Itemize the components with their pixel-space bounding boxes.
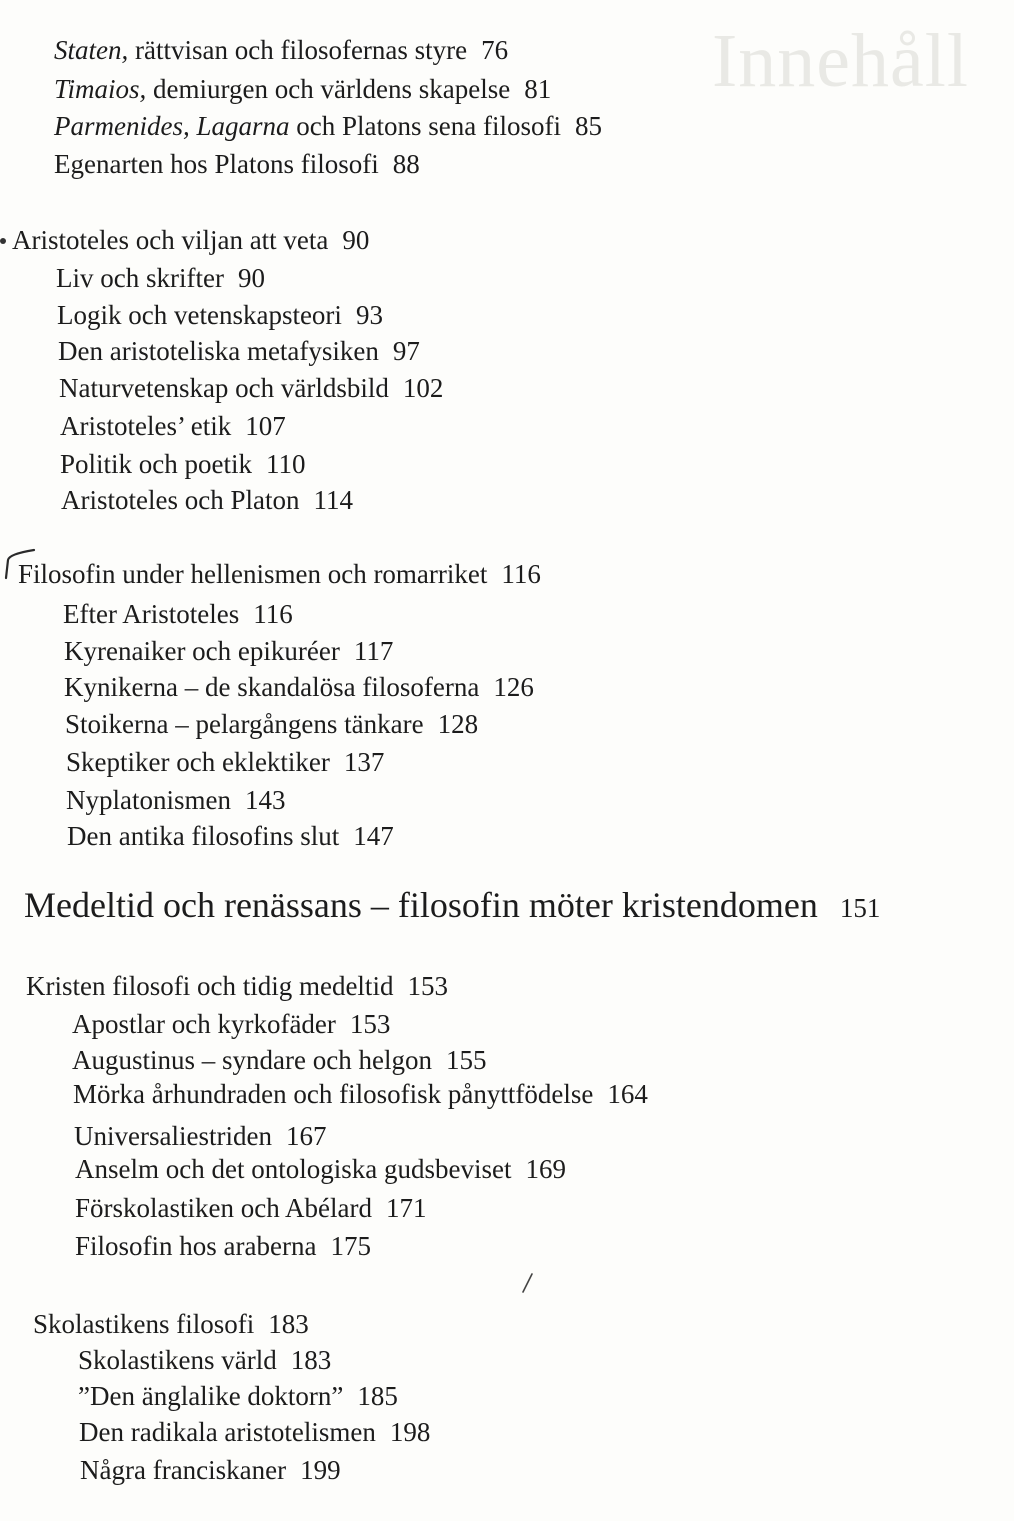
- entry-title: Politik och poetik: [60, 449, 252, 479]
- entry-title: Anselm och det ontologiska gudsbeviset: [75, 1154, 512, 1184]
- entry-title: Liv och skrifter: [56, 263, 224, 293]
- entry-page: 153: [349, 1009, 391, 1039]
- chapter-page: 153: [407, 971, 448, 1001]
- entry-page: 117: [353, 636, 394, 666]
- entry-page: 97: [392, 336, 420, 366]
- pencil-tick-mark: [520, 1272, 534, 1294]
- toc-chapter: [18, 558, 541, 590]
- entry-title: Apostlar och kyrkofäder: [72, 1009, 336, 1039]
- entry-page: 167: [285, 1121, 327, 1151]
- entry-title-italic: Timaios,: [54, 74, 147, 104]
- entry-title: Den aristoteliska metafysiken: [58, 336, 379, 366]
- toc-entry: [74, 1120, 326, 1152]
- entry-page: 183: [290, 1345, 332, 1375]
- entry-title: Naturvetenskap och världsbild: [59, 373, 389, 403]
- entry-page: 169: [525, 1154, 566, 1184]
- toc-entry: [78, 1344, 331, 1376]
- chapter-page: 90: [342, 225, 370, 255]
- entry-title: Den antika filosofins slut: [67, 821, 340, 851]
- chapter-title: Filosofin under hellenismen och romarriket: [18, 559, 488, 589]
- toc-entry: [63, 598, 293, 630]
- entry-page: 114: [313, 485, 353, 515]
- part-title: Medeltid och renässans – filosofin möter kristendomen: [24, 885, 818, 925]
- toc-entry: [73, 1078, 648, 1110]
- entry-page: 143: [244, 785, 286, 815]
- toc-entry: [61, 484, 353, 516]
- entry-page: 164: [607, 1079, 648, 1109]
- entry-page: 147: [353, 821, 394, 851]
- entry-page: 175: [330, 1231, 371, 1261]
- entry-page: 88: [392, 149, 420, 179]
- entry-title: demiurgen och världens skapelse: [146, 74, 511, 104]
- entry-page: 185: [357, 1381, 398, 1411]
- toc-entry: [66, 784, 285, 816]
- entry-page: 102: [402, 373, 444, 403]
- entry-page: 76: [481, 35, 509, 65]
- entry-page: 155: [445, 1045, 487, 1075]
- entry-page: 128: [437, 709, 479, 739]
- toc-chapter: [33, 1308, 309, 1340]
- chapter-page: 116: [501, 559, 541, 589]
- toc-entry: [75, 1230, 371, 1262]
- chapter-title: Kristen filosofi och tidig medeltid: [26, 971, 394, 1001]
- entry-title: Den radikala aristotelismen: [79, 1417, 376, 1447]
- entry-page: 110: [266, 449, 306, 479]
- toc-entry: [56, 262, 265, 294]
- toc-entry: [64, 635, 393, 667]
- entry-page: 199: [300, 1455, 341, 1485]
- toc-part-heading: [24, 884, 880, 929]
- entry-page: 90: [237, 263, 265, 293]
- entry-title: Nyplatonismen: [66, 785, 231, 815]
- toc-entry: [80, 1454, 341, 1486]
- entry-title: Skolastikens värld: [78, 1345, 277, 1375]
- entry-title: Logik och vetenskapsteori: [57, 300, 342, 330]
- entry-page: 93: [355, 300, 383, 330]
- entry-page: 81: [524, 74, 552, 104]
- entry-title-italic: Staten,: [54, 35, 129, 65]
- toc-entry: [75, 1192, 426, 1224]
- part-page: 151: [839, 893, 881, 923]
- entry-title: Filosofin hos araberna: [75, 1231, 317, 1261]
- entry-title: och Platons sena filosofi: [289, 111, 561, 141]
- toc-entry: [75, 1153, 566, 1185]
- entry-title: Kyrenaiker och epikuréer: [64, 636, 340, 666]
- entry-title: Mörka århundraden och filosofisk pånyttfödelse: [73, 1079, 594, 1109]
- entry-title: rättvisan och filosofernas styre: [128, 35, 468, 65]
- entry-page: 126: [493, 672, 534, 702]
- toc-entry: [60, 448, 306, 480]
- entry-title: Egenarten hos Platons filosofi: [54, 149, 379, 179]
- toc-entry: [54, 148, 420, 180]
- entry-title: Universaliestriden: [74, 1121, 272, 1151]
- margin-bullet-mark: [0, 238, 6, 244]
- entry-title-italic: Parmenides, Lagarna: [54, 111, 290, 141]
- chapter-title: Aristoteles och viljan att veta: [12, 225, 329, 255]
- toc-entry: [64, 671, 534, 703]
- bleed-through-heading: Innehåll: [712, 19, 970, 103]
- entry-title: Stoikerna – pelargångens tänkare: [65, 709, 424, 739]
- entry-page: 198: [389, 1417, 431, 1447]
- entry-title: Aristoteles och Platon: [61, 485, 300, 515]
- entry-page: 85: [574, 111, 602, 141]
- entry-title: ”Den änglalike doktorn”: [78, 1381, 344, 1411]
- entry-title: Augustinus – syndare och helgon: [72, 1045, 432, 1075]
- toc-entry: [67, 820, 394, 852]
- toc-entry: [65, 708, 478, 740]
- toc-chapter: [26, 970, 448, 1002]
- toc-entry: [54, 73, 551, 105]
- toc-entry: [57, 299, 383, 331]
- entry-page: 171: [385, 1193, 427, 1223]
- toc-entry: [66, 746, 384, 778]
- entry-title: Skeptiker och eklektiker: [66, 747, 330, 777]
- toc-entry: [72, 1044, 486, 1076]
- entry-title: Några franciskaner: [80, 1455, 287, 1485]
- toc-entry: [54, 110, 602, 142]
- toc-entry: [78, 1380, 398, 1412]
- toc-entry: [59, 372, 443, 404]
- entry-title: Aristoteles’ etik: [60, 411, 232, 441]
- chapter-page: 183: [268, 1309, 309, 1339]
- entry-page: 116: [253, 599, 293, 629]
- entry-title: Kynikerna – de skandalösa filosoferna: [64, 672, 480, 702]
- toc-entry: [54, 34, 508, 66]
- toc-chapter: [12, 224, 369, 256]
- toc-entry: [58, 335, 420, 367]
- entry-page: 107: [245, 411, 286, 441]
- entry-page: 137: [343, 747, 385, 777]
- entry-title: Förskolastiken och Abélard: [75, 1193, 372, 1223]
- toc-entry: [72, 1008, 390, 1040]
- toc-entry: [79, 1416, 430, 1448]
- toc-entry: [60, 410, 286, 442]
- chapter-title: Skolastikens filosofi: [33, 1309, 255, 1339]
- entry-title: Efter Aristoteles: [63, 599, 240, 629]
